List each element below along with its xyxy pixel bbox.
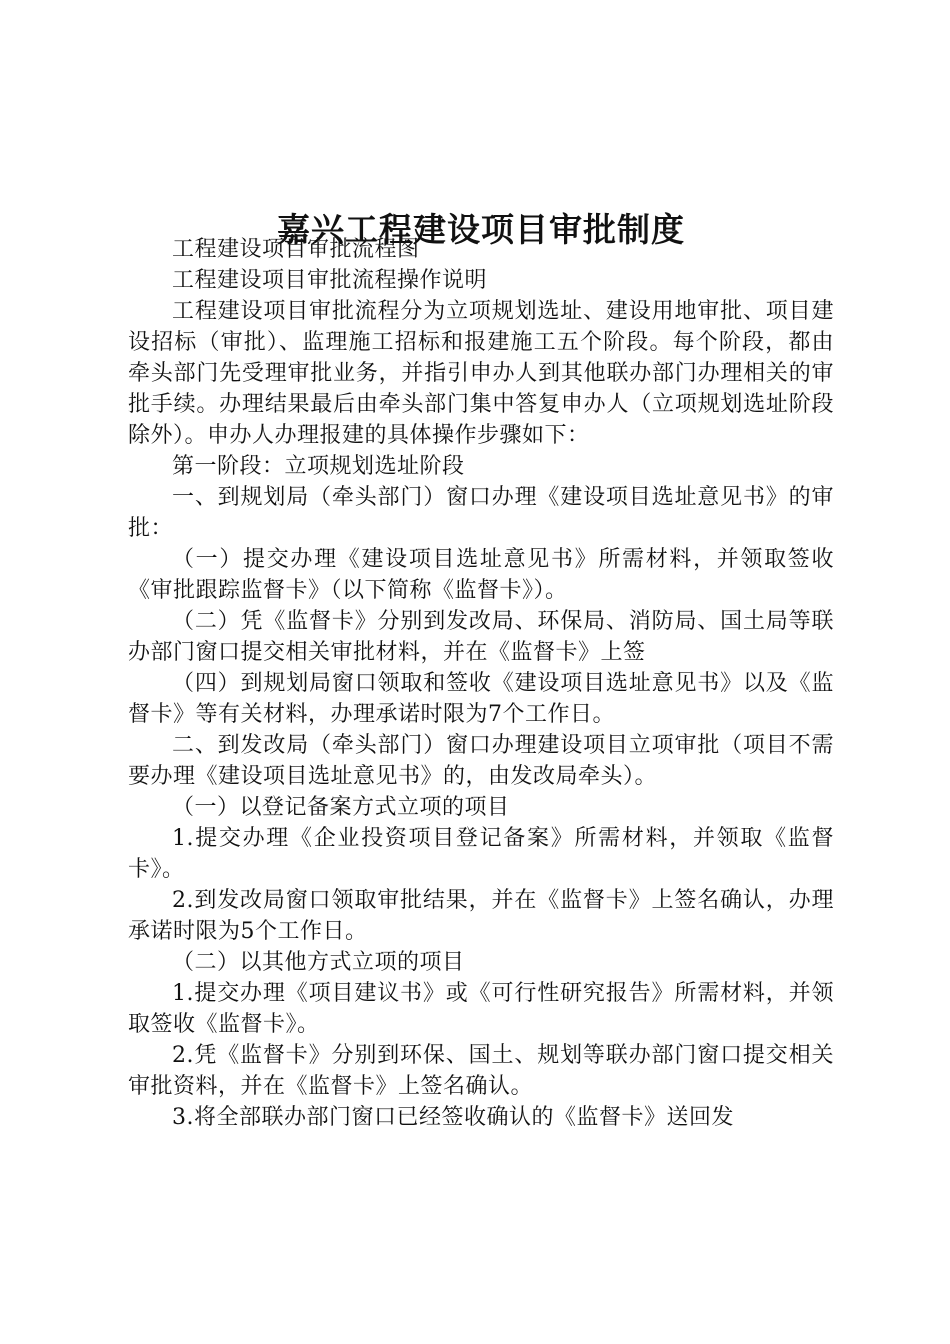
paragraph-item-2-2-1: 1.提交办理《项目建议书》或《可行性研究报告》所需材料，并领取签收《监督卡》。	[128, 981, 834, 1037]
document-title: 嘉兴工程建设项目审批制度	[277, 210, 685, 250]
paragraph-item-2-1-heading: （一）以登记备案方式立项的项目	[172, 795, 510, 820]
paragraph-instructions-heading: 工程建设项目审批流程操作说明	[172, 268, 488, 293]
paragraph-section-two: 二、到发改局（牵头部门）窗口办理建设项目立项审批（项目不需要办理《建设项目选址意见书》的，由发改局牵头）。	[128, 733, 834, 789]
paragraph-overview: 工程建设项目审批流程分为立项规划选址、建设用地审批、项目建设招标（审批）、监理施工招标和报建施工五个阶段。每个阶段，都由牵头部门先受理审批业务，并指引申办人到其他联办部门办理相关的审批手续。办理结果最后由牵头部门集中答复申办人（立项规划选址阶段除外）。申办人办理报建的具体操作步骤如下：	[128, 299, 834, 448]
document-body	[128, 234, 834, 1133]
document-page	[128, 0, 834, 1344]
paragraph-item-1-4: （四）到规划局窗口领取和签收《建设项目选址意见书》以及《监督卡》等有关材料，办理承诺时限为7个工作日。	[128, 671, 834, 727]
paragraph-stage-one-heading: 第一阶段：立项规划选址阶段	[172, 454, 465, 479]
paragraph-item-2-2-2: 2.凭《监督卡》分别到环保、国土、规划等联办部门窗口提交相关审批资料，并在《监督卡》上签名确认。	[128, 1043, 834, 1099]
paragraph-item-2-1-2: 2.到发改局窗口领取审批结果，并在《监督卡》上签名确认，办理承诺时限为5个工作日。	[128, 888, 834, 944]
paragraph-item-2-2-3: 3.将全部联办部门窗口已经签收确认的《监督卡》送回发	[172, 1105, 734, 1130]
paragraph-item-2-2-heading: （二）以其他方式立项的项目	[172, 950, 465, 975]
paragraph-flowchart-heading: 工程建设项目审批流程图	[172, 237, 420, 262]
paragraph-item-1-2: （二）凭《监督卡》分别到发改局、环保局、消防局、国土局等联办部门窗口提交相关审批材料，并在《监督卡》上签	[128, 609, 834, 665]
paragraph-item-1-1: （一）提交办理《建设项目选址意见书》所需材料，并领取签收《审批跟踪监督卡》（以下简称《监督卡》）。	[128, 547, 834, 603]
paragraph-section-one: 一、到规划局（牵头部门）窗口办理《建设项目选址意见书》的审批：	[128, 485, 834, 541]
paragraph-item-2-1-1: 1.提交办理《企业投资项目登记备案》所需材料，并领取《监督卡》。	[128, 826, 834, 882]
